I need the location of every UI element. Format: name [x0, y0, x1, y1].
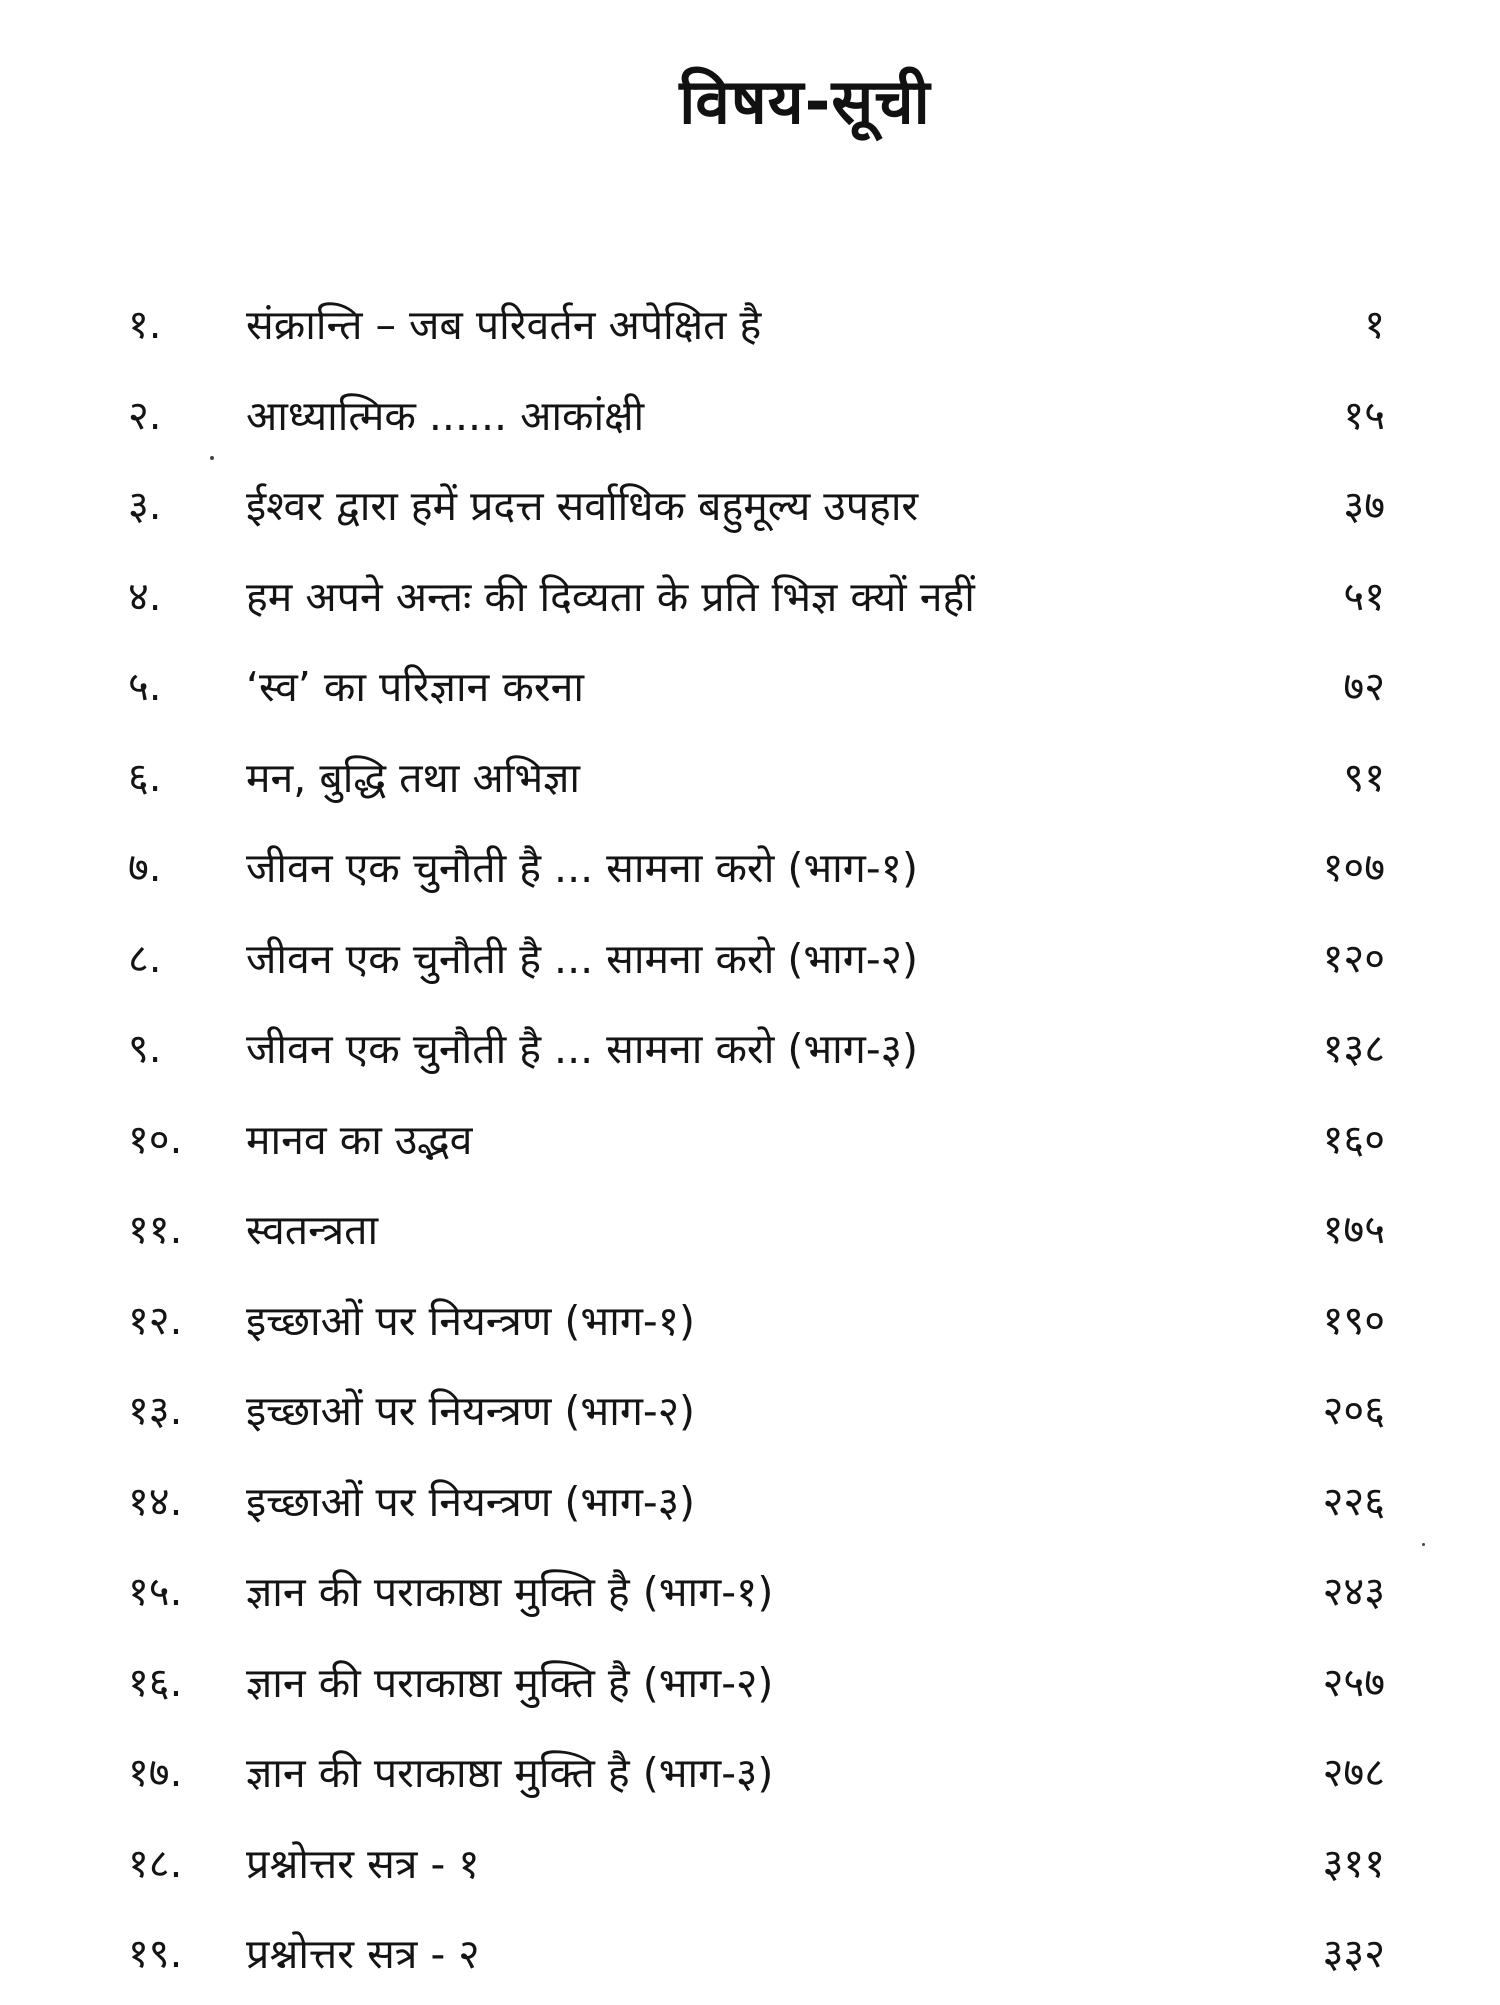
toc-entry — [0, 1100, 1500, 1191]
toc-entry — [0, 1371, 1500, 1462]
entry-title: मानव का उद्भव — [246, 1115, 473, 1164]
entry-page-number: २४३ — [1322, 1569, 1385, 1615]
entry-page-number: १ — [1364, 302, 1385, 348]
entry-number: २. — [128, 392, 162, 439]
entry-title: इच्छाओं पर नियन्त्रण (भाग-३) — [246, 1477, 696, 1526]
entry-page-number: २०६ — [1322, 1388, 1385, 1434]
entry-page-number: १६० — [1322, 1116, 1385, 1163]
entry-number: १३. — [128, 1388, 183, 1434]
entry-page-number: १२० — [1322, 935, 1385, 982]
entry-title: इच्छाओं पर नियन्त्रण (भाग-१) — [246, 1296, 696, 1345]
entry-page-number: ९१ — [1343, 754, 1385, 801]
entry-number: १८. — [128, 1840, 183, 1887]
entry-number: १०. — [128, 1116, 183, 1163]
entry-number: १९. — [128, 1931, 183, 1977]
entry-page-number: २५७ — [1322, 1659, 1385, 1706]
entry-title: स्वतन्त्रता — [246, 1206, 379, 1254]
entry-number: ६. — [128, 754, 162, 801]
toc-entry — [0, 376, 1500, 467]
entry-title: हम अपने अन्तः की दिव्यता के प्रति भिज्ञ क्यों नहीं — [246, 572, 975, 621]
toc-entry — [0, 1462, 1500, 1553]
toc-entry — [0, 557, 1500, 648]
entry-page-number: ३७ — [1343, 483, 1385, 529]
entry-page-number: ३३२ — [1322, 1931, 1385, 1977]
entry-number: ७. — [128, 845, 162, 891]
entry-number: ८. — [128, 935, 162, 982]
entry-number: ४. — [128, 573, 162, 620]
entry-title: ईश्वर द्वारा हमें प्रदत्त सर्वाधिक बहुमूल्य उपहार — [246, 482, 919, 530]
toc-entry — [0, 1824, 1500, 1915]
entry-page-number: ३११ — [1322, 1840, 1385, 1887]
entry-title: संक्रान्ति – जब परिवर्तन अपेक्षित है — [246, 301, 762, 349]
entry-page-number: ५१ — [1343, 573, 1385, 620]
entry-number: ९. — [128, 1026, 162, 1072]
entry-number: १. — [128, 302, 162, 348]
toc-entry — [0, 1914, 1500, 2005]
toc-entry — [0, 466, 1500, 557]
entry-title: इच्छाओं पर नियन्त्रण (भाग-२) — [246, 1387, 696, 1435]
entry-number: १७. — [128, 1750, 183, 1796]
entry-number: ५. — [128, 664, 162, 710]
entry-number: ३. — [128, 483, 162, 529]
entry-title: जीवन एक चुनौती है ... सामना करो (भाग-१) — [246, 844, 918, 892]
entry-number: १६. — [128, 1659, 183, 1706]
entry-title: ज्ञान की पराकाष्ठा मुक्ति है (भाग-१) — [246, 1568, 774, 1616]
toc-entry — [0, 828, 1500, 919]
entry-page-number: २७८ — [1322, 1750, 1385, 1796]
entry-number: १२. — [128, 1297, 183, 1344]
scan-speck — [210, 456, 214, 460]
toc-entry — [0, 1281, 1500, 1372]
entry-title: ‘स्व’ का परिज्ञान करना — [246, 663, 584, 711]
entry-number: ११. — [128, 1207, 183, 1253]
entry-title: जीवन एक चुनौती है ... सामना करो (भाग-२) — [246, 934, 918, 983]
entry-page-number: १३८ — [1322, 1026, 1385, 1072]
entry-title: प्रश्नोत्तर सत्र - २ — [246, 1930, 480, 1978]
entry-title: जीवन एक चुनौती है ... सामना करो (भाग-३) — [246, 1025, 918, 1073]
toc-entry — [0, 1643, 1500, 1734]
entry-page-number: १९० — [1322, 1297, 1385, 1344]
toc-entry — [0, 647, 1500, 738]
toc-entry — [0, 285, 1500, 376]
entry-number: १४. — [128, 1478, 183, 1525]
table-of-contents — [0, 285, 1500, 2005]
entry-title: ज्ञान की पराकाष्ठा मुक्ति है (भाग-२) — [246, 1658, 774, 1707]
page-title: विषय-सूची — [679, 65, 931, 138]
toc-entry — [0, 1552, 1500, 1643]
entry-page-number: १५ — [1343, 392, 1385, 439]
entry-page-number: २२६ — [1322, 1478, 1385, 1525]
entry-page-number: १७५ — [1322, 1207, 1385, 1253]
toc-entry — [0, 1733, 1500, 1824]
entry-title: प्रश्नोत्तर सत्र - १ — [246, 1839, 480, 1888]
toc-entry — [0, 919, 1500, 1010]
entry-page-number: १०७ — [1322, 845, 1385, 891]
scan-speck — [1422, 1543, 1425, 1546]
toc-entry — [0, 1009, 1500, 1100]
entry-title: आध्यात्मिक ...... आकांक्षी — [246, 391, 645, 440]
entry-title: ज्ञान की पराकाष्ठा मुक्ति है (भाग-३) — [246, 1749, 774, 1797]
toc-entry — [0, 738, 1500, 829]
toc-entry — [0, 1190, 1500, 1281]
entry-title: मन, बुद्धि तथा अभिज्ञा — [246, 753, 581, 802]
entry-page-number: ७२ — [1343, 664, 1385, 710]
entry-number: १५. — [128, 1569, 183, 1615]
